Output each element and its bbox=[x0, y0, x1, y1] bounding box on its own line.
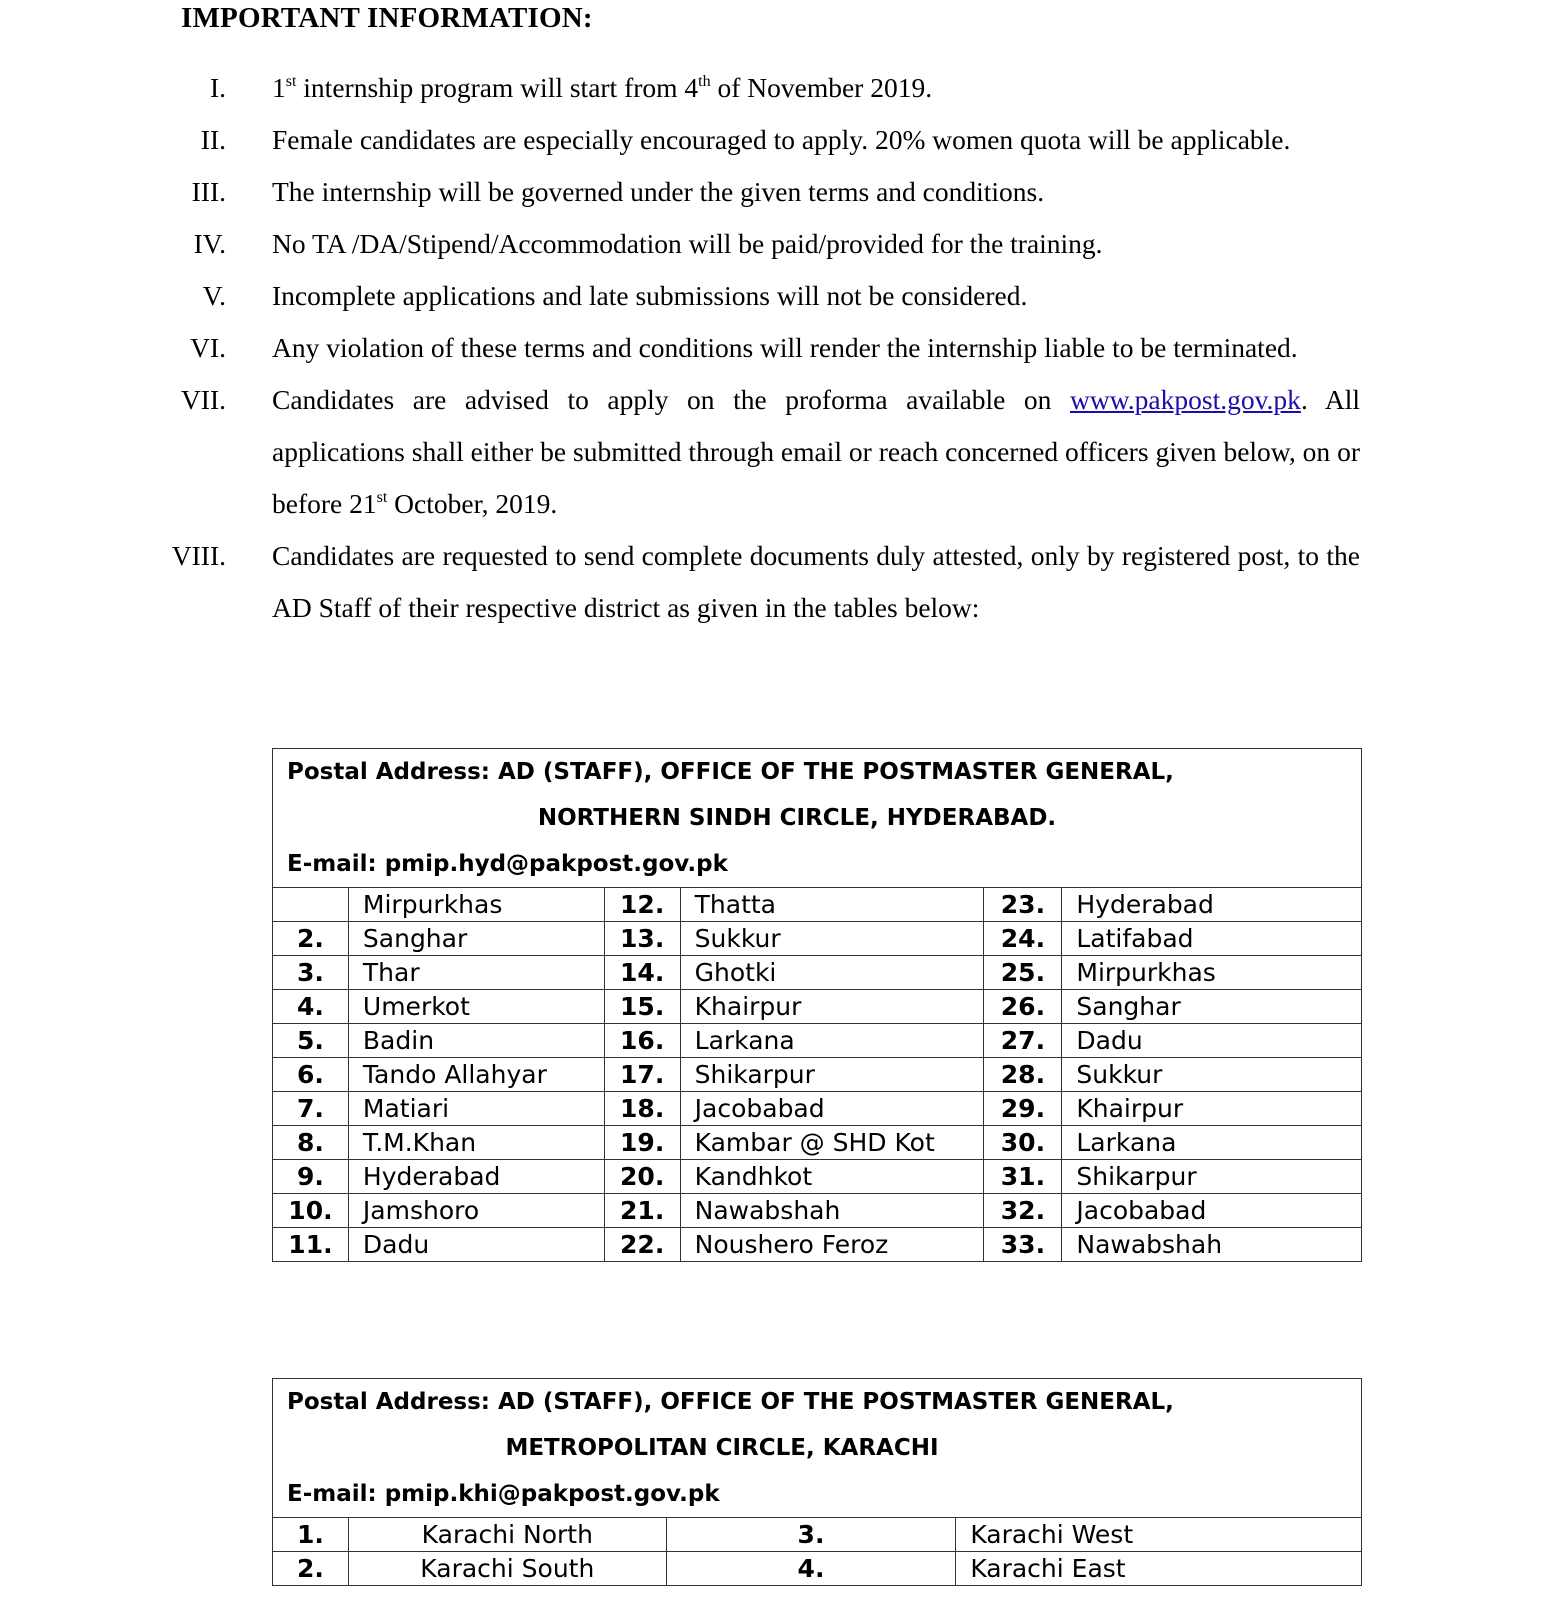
district-row bbox=[273, 1160, 1362, 1194]
district-name: Thar bbox=[348, 956, 604, 990]
district-row bbox=[273, 1228, 1362, 1262]
district-row bbox=[273, 1092, 1362, 1126]
item-text bbox=[272, 166, 1360, 218]
text-run: The internship will be governed under the given terms and conditions. bbox=[272, 176, 1045, 207]
office-header bbox=[273, 1379, 1362, 1518]
website-link[interactable]: www.pakpost.gov.pk bbox=[1070, 384, 1301, 415]
text-run: . All applications shall either be submitted through email or reach concerned officers given below, on or before 21 bbox=[272, 384, 1360, 519]
district-number: 26. bbox=[984, 990, 1062, 1024]
district-row bbox=[273, 956, 1362, 990]
district-row bbox=[273, 990, 1362, 1024]
district-name: Latifabad bbox=[1062, 922, 1362, 956]
district-name: Hyderabad bbox=[348, 1160, 604, 1194]
item-text bbox=[272, 374, 1360, 530]
district-number: 1. bbox=[273, 1518, 349, 1552]
info-item bbox=[0, 374, 1547, 530]
district-number: 20. bbox=[604, 1160, 680, 1194]
district-row bbox=[273, 1024, 1362, 1058]
district-name: Noushero Feroz bbox=[680, 1228, 984, 1262]
district-number: 13. bbox=[604, 922, 680, 956]
district-name: Shikarpur bbox=[1062, 1160, 1362, 1194]
district-row bbox=[273, 1518, 1362, 1552]
district-number: 21. bbox=[604, 1194, 680, 1228]
information-list bbox=[0, 62, 1547, 634]
text-run: Incomplete applications and late submissions will not be considered. bbox=[272, 280, 1028, 311]
item-text bbox=[272, 62, 1360, 114]
item-number: VIII. bbox=[171, 540, 226, 571]
district-number: 19. bbox=[604, 1126, 680, 1160]
district-number: 17. bbox=[604, 1058, 680, 1092]
district-number: 33. bbox=[984, 1228, 1062, 1262]
district-name: Kambar @ SHD Kot bbox=[680, 1126, 984, 1160]
circle-name: NORTHERN SINDH CIRCLE, HYDERABAD. bbox=[537, 805, 1057, 831]
district-name: Badin bbox=[348, 1024, 604, 1058]
text-run: Female candidates are especially encouraged to apply. 20% women quota will be applicable. bbox=[272, 124, 1291, 155]
item-text bbox=[272, 270, 1360, 322]
district-name: Mirpurkhas bbox=[348, 888, 604, 922]
district-number: 3. bbox=[666, 1518, 956, 1552]
district-name: Nawabshah bbox=[680, 1194, 984, 1228]
district-name: Ghotki bbox=[680, 956, 984, 990]
office-table-hyderabad bbox=[272, 748, 1362, 1262]
ordinal-suffix: st bbox=[285, 73, 297, 90]
info-item bbox=[0, 62, 1547, 114]
district-name: Khairpur bbox=[1062, 1092, 1362, 1126]
info-item bbox=[0, 530, 1547, 634]
district-number: 11. bbox=[273, 1228, 349, 1262]
section-heading: IMPORTANT INFORMATION: bbox=[181, 2, 593, 34]
district-name: Sukkur bbox=[1062, 1058, 1362, 1092]
district-number: 9. bbox=[273, 1160, 349, 1194]
district-row bbox=[273, 1126, 1362, 1160]
district-name: Karachi West bbox=[956, 1518, 1362, 1552]
district-name: Kandhkot bbox=[680, 1160, 984, 1194]
district-number: 32. bbox=[984, 1194, 1062, 1228]
district-row bbox=[273, 1058, 1362, 1092]
district-number: 18. bbox=[604, 1092, 680, 1126]
district-row bbox=[273, 1194, 1362, 1228]
item-number: III. bbox=[191, 176, 226, 207]
ordinal-suffix: st bbox=[376, 489, 388, 506]
district-number: 28. bbox=[984, 1058, 1062, 1092]
text-run: Any violation of these terms and conditions will render the internship liable to be terminated. bbox=[272, 332, 1298, 363]
district-number: 23. bbox=[984, 888, 1062, 922]
district-number: 22. bbox=[604, 1228, 680, 1262]
district-name: Dadu bbox=[348, 1228, 604, 1262]
district-number: 16. bbox=[604, 1024, 680, 1058]
district-name: Shikarpur bbox=[680, 1058, 984, 1092]
district-name: Karachi South bbox=[348, 1552, 666, 1586]
district-name: Jacobabad bbox=[680, 1092, 984, 1126]
item-number: VII. bbox=[180, 384, 226, 415]
district-name: Hyderabad bbox=[1062, 888, 1362, 922]
district-number: 5. bbox=[273, 1024, 349, 1058]
text-run: Candidates are requested to send complete documents duly attested, only by registered post, to the AD Staff of their respective district as given in the tables below: bbox=[272, 540, 1360, 623]
district-number: 15. bbox=[604, 990, 680, 1024]
district-number: 30. bbox=[984, 1126, 1062, 1160]
item-text bbox=[272, 218, 1360, 270]
district-rows bbox=[273, 1518, 1362, 1586]
district-number: 25. bbox=[984, 956, 1062, 990]
district-name: Matiari bbox=[348, 1092, 604, 1126]
district-row bbox=[273, 922, 1362, 956]
district-name: Khairpur bbox=[680, 990, 984, 1024]
text-run: internship program will start from 4 bbox=[296, 72, 699, 103]
text-run: October, 2019. bbox=[387, 488, 558, 519]
district-name: Tando Allahyar bbox=[348, 1058, 604, 1092]
district-name: Karachi East bbox=[956, 1552, 1362, 1586]
district-name: Umerkot bbox=[348, 990, 604, 1024]
info-item bbox=[0, 166, 1547, 218]
text-run: of November 2019. bbox=[710, 72, 933, 103]
district-number: 3. bbox=[273, 956, 349, 990]
district-name: Dadu bbox=[1062, 1024, 1362, 1058]
district-name: Sukkur bbox=[680, 922, 984, 956]
item-number: VI. bbox=[190, 332, 226, 363]
item-number: IV. bbox=[193, 228, 226, 259]
office-email: E-mail: pmip.khi@pakpost.gov.pk bbox=[287, 1481, 720, 1507]
office-header bbox=[273, 749, 1362, 888]
district-rows bbox=[273, 888, 1362, 1262]
item-text bbox=[272, 530, 1360, 634]
district-name: Jacobabad bbox=[1062, 1194, 1362, 1228]
text-run: Candidates are advised to apply on the proforma available on bbox=[272, 384, 1070, 415]
item-text bbox=[272, 322, 1360, 374]
district-number bbox=[273, 888, 349, 922]
text-run: No TA /DA/Stipend/Accommodation will be paid/provided for the training. bbox=[272, 228, 1103, 259]
ordinal-suffix: th bbox=[698, 73, 711, 90]
district-name: Sanghar bbox=[348, 922, 604, 956]
district-name: Thatta bbox=[680, 888, 984, 922]
district-number: 31. bbox=[984, 1160, 1062, 1194]
district-row bbox=[273, 888, 1362, 922]
district-number: 8. bbox=[273, 1126, 349, 1160]
office-header-row bbox=[273, 1379, 1362, 1518]
district-number: 2. bbox=[273, 1552, 349, 1586]
district-row bbox=[273, 1552, 1362, 1586]
office-header-row bbox=[273, 749, 1362, 888]
postal-address-line: Postal Address: AD (STAFF), OFFICE OF THE POSTMASTER GENERAL, bbox=[287, 759, 1174, 785]
postal-address-line: Postal Address: AD (STAFF), OFFICE OF THE POSTMASTER GENERAL, bbox=[287, 1389, 1174, 1415]
info-item bbox=[0, 322, 1547, 374]
district-name: Mirpurkhas bbox=[1062, 956, 1362, 990]
district-name: Karachi North bbox=[348, 1518, 666, 1552]
district-number: 6. bbox=[273, 1058, 349, 1092]
circle-name: METROPOLITAN CIRCLE, KARACHI bbox=[505, 1435, 939, 1461]
text-run: 1 bbox=[272, 72, 286, 103]
district-name: Sanghar bbox=[1062, 990, 1362, 1024]
district-number: 27. bbox=[984, 1024, 1062, 1058]
district-number: 4. bbox=[273, 990, 349, 1024]
district-number: 12. bbox=[604, 888, 680, 922]
district-name: Jamshoro bbox=[348, 1194, 604, 1228]
item-text bbox=[272, 114, 1360, 166]
info-item bbox=[0, 270, 1547, 322]
district-number: 29. bbox=[984, 1092, 1062, 1126]
district-number: 10. bbox=[273, 1194, 349, 1228]
district-number: 2. bbox=[273, 922, 349, 956]
info-item bbox=[0, 114, 1547, 166]
district-number: 7. bbox=[273, 1092, 349, 1126]
office-email: E-mail: pmip.hyd@pakpost.gov.pk bbox=[287, 851, 728, 877]
item-number: V. bbox=[202, 280, 226, 311]
item-number: I. bbox=[209, 72, 226, 103]
district-number: 14. bbox=[604, 956, 680, 990]
district-name: T.M.Khan bbox=[348, 1126, 604, 1160]
district-name: Larkana bbox=[1062, 1126, 1362, 1160]
district-number: 24. bbox=[984, 922, 1062, 956]
district-number: 4. bbox=[666, 1552, 956, 1586]
item-number: II. bbox=[200, 124, 226, 155]
info-item bbox=[0, 218, 1547, 270]
office-table-karachi bbox=[272, 1378, 1362, 1586]
district-name: Nawabshah bbox=[1062, 1228, 1362, 1262]
district-name: Larkana bbox=[680, 1024, 984, 1058]
